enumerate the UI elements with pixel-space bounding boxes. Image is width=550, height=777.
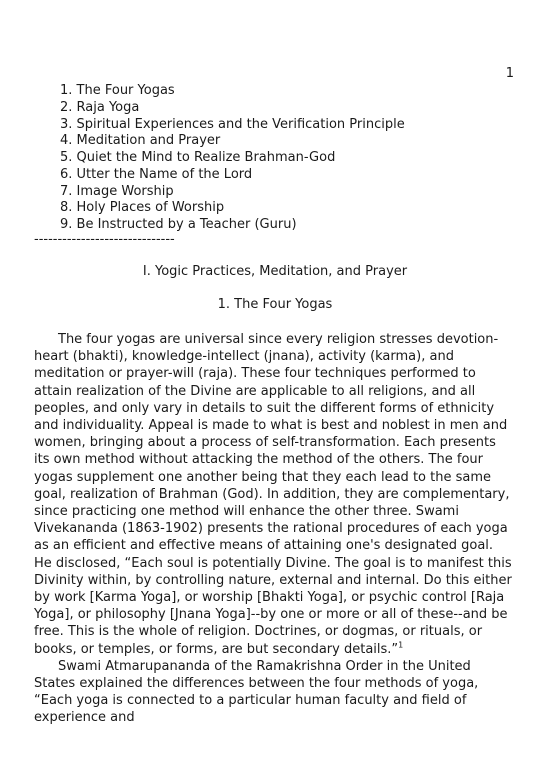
toc-item: 5. Quiet the Mind to Realize Brahman-God: [60, 150, 336, 165]
toc-item: 9. Be Instructed by a Teacher (Guru): [60, 217, 297, 232]
section-divider: ------------------------------: [34, 232, 175, 247]
toc-item: 1. The Four Yogas: [60, 83, 175, 98]
subsection-title: 1. The Four Yogas: [217, 297, 333, 312]
toc-item: 6. Utter the Name of the Lord: [60, 166, 253, 182]
page-number: 1: [505, 66, 514, 81]
toc-item: 7. Image Worship: [60, 183, 174, 199]
toc-item: 3. Spiritual Experiences and the Verification Principle: [60, 116, 405, 132]
paragraph: [34, 331, 512, 658]
body-text: [34, 331, 512, 727]
paragraph-text: The four yogas are universal since every religion stresses devotion-heart (bhakti), knowledge-intellect (jnana), activity (karma), and meditation or prayer-will (raja). These four techniques performed to attain realization of the Divine are applicable to all religions, and all peoples, and only vary in details to suit the different forms of ethnicity and individuality. Appeal is made to what is best and noblest in men and women, bringing about a process of self-transformation. Each presents its own method without attacking the method of the others. The four yogas supplement one another being that they each lead to the same goal, realization of Brahman (God). In addition, they are complementary, since practicing one method will enhance the other three. Swami Vivekananda (1863-1902) presents the rational procedures of each yoga as an efficient and effective means of attaining one's designated goal. He disclosed, “Each soul is potentially Divine. The goal is to manifest this Divinity within, by controlling nature, external and internal. Do this either by work [Karma Yoga], or worship [Bhakti Yoga], or psychic control [Raja Yoga], or philosophy [Jnana Yoga]--by one or more or all of these--and be free. This is the whole of religion. Doctrines, or dogmas, or rituals, or books, or temples, or forms, are but secondary details.”: [34, 332, 512, 657]
paragraph: Swami Atmarupananda of the Ramakrishna Order in the United States explained the differences between the four methods of yoga, “Each yoga is connected to a particular human faculty and field of experience and: [34, 658, 479, 726]
footnote-reference: 1: [398, 640, 404, 650]
toc-item: 8. Holy Places of Worship: [60, 200, 225, 216]
section-title: I. Yogic Practices, Meditation, and Prayer: [142, 264, 408, 279]
table-of-contents: [60, 83, 405, 234]
toc-item: 2. Raja Yoga: [60, 99, 140, 115]
toc-item: 4. Meditation and Prayer: [60, 133, 221, 149]
